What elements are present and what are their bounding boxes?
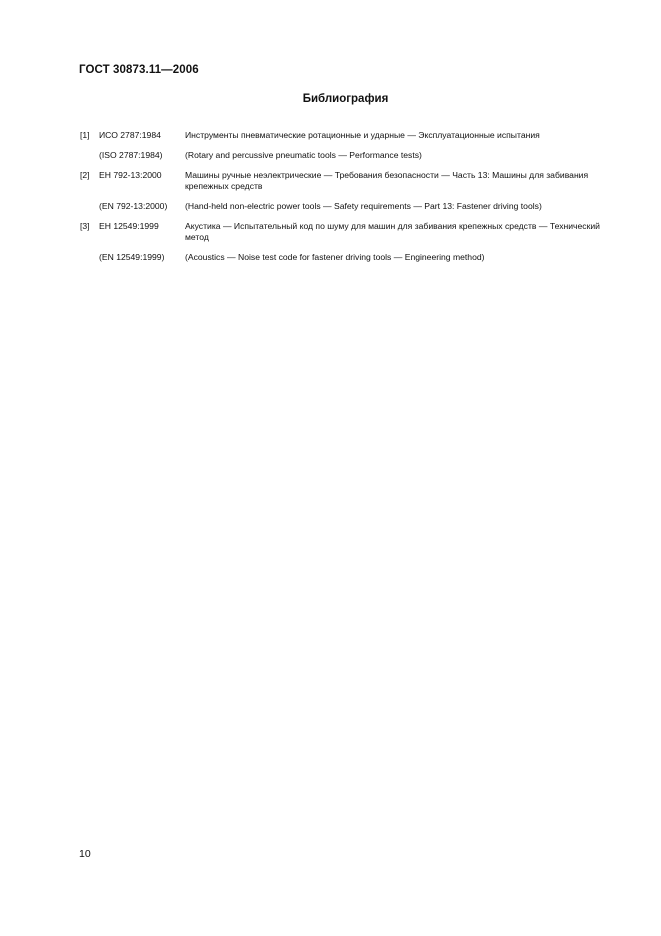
bibliography-entry [80, 150, 620, 161]
entry-number: [1] [80, 130, 90, 140]
entry-description: Акустика — Испытательный код по шуму для машин для забивания крепежных средств — Технический метод [185, 221, 600, 242]
entry-description: (Acoustics — Noise test code for fastener driving tools — Engineering method) [185, 252, 485, 262]
entry-number: [3] [80, 221, 90, 231]
page-title: Библиография [302, 93, 389, 105]
entry-description: (Rotary and percussive pneumatic tools — Performance tests) [185, 150, 422, 160]
entry-code: (EN 12549:1999) [99, 252, 165, 262]
entry-description: Машины ручные неэлектрические — Требования безопасности — Часть 13: Машины для забивания крепежных средств [185, 170, 589, 191]
entry-description: (Hand-held non-electric power tools — Safety requirements — Part 13: Fastener driving tools) [185, 201, 542, 211]
document-standard-number: ГОСТ 30873.11—2006 [79, 64, 199, 76]
bibliography-entry [80, 130, 620, 141]
entry-code: (EN 792-13:2000) [99, 201, 168, 211]
entry-description: Инструменты пневматические ротационные и ударные — Эксплуатационные испытания [185, 130, 540, 140]
bibliography-entry [80, 221, 620, 243]
bibliography-entry [80, 170, 620, 192]
bibliography-entry [80, 252, 620, 263]
entry-number [80, 150, 99, 161]
bibliography-entry [80, 201, 620, 212]
entry-code: ИСО 2787:1984 [99, 130, 161, 140]
page-number: 10 [79, 848, 91, 860]
entry-code: ЕН 792-13:2000 [99, 170, 162, 180]
entry-code: ЕН 12549:1999 [99, 221, 159, 231]
entry-number [80, 252, 99, 263]
entry-number [80, 201, 99, 212]
bibliography-list [80, 130, 620, 272]
entry-code: (ISO 2787:1984) [99, 150, 163, 160]
entry-number: [2] [80, 170, 90, 180]
